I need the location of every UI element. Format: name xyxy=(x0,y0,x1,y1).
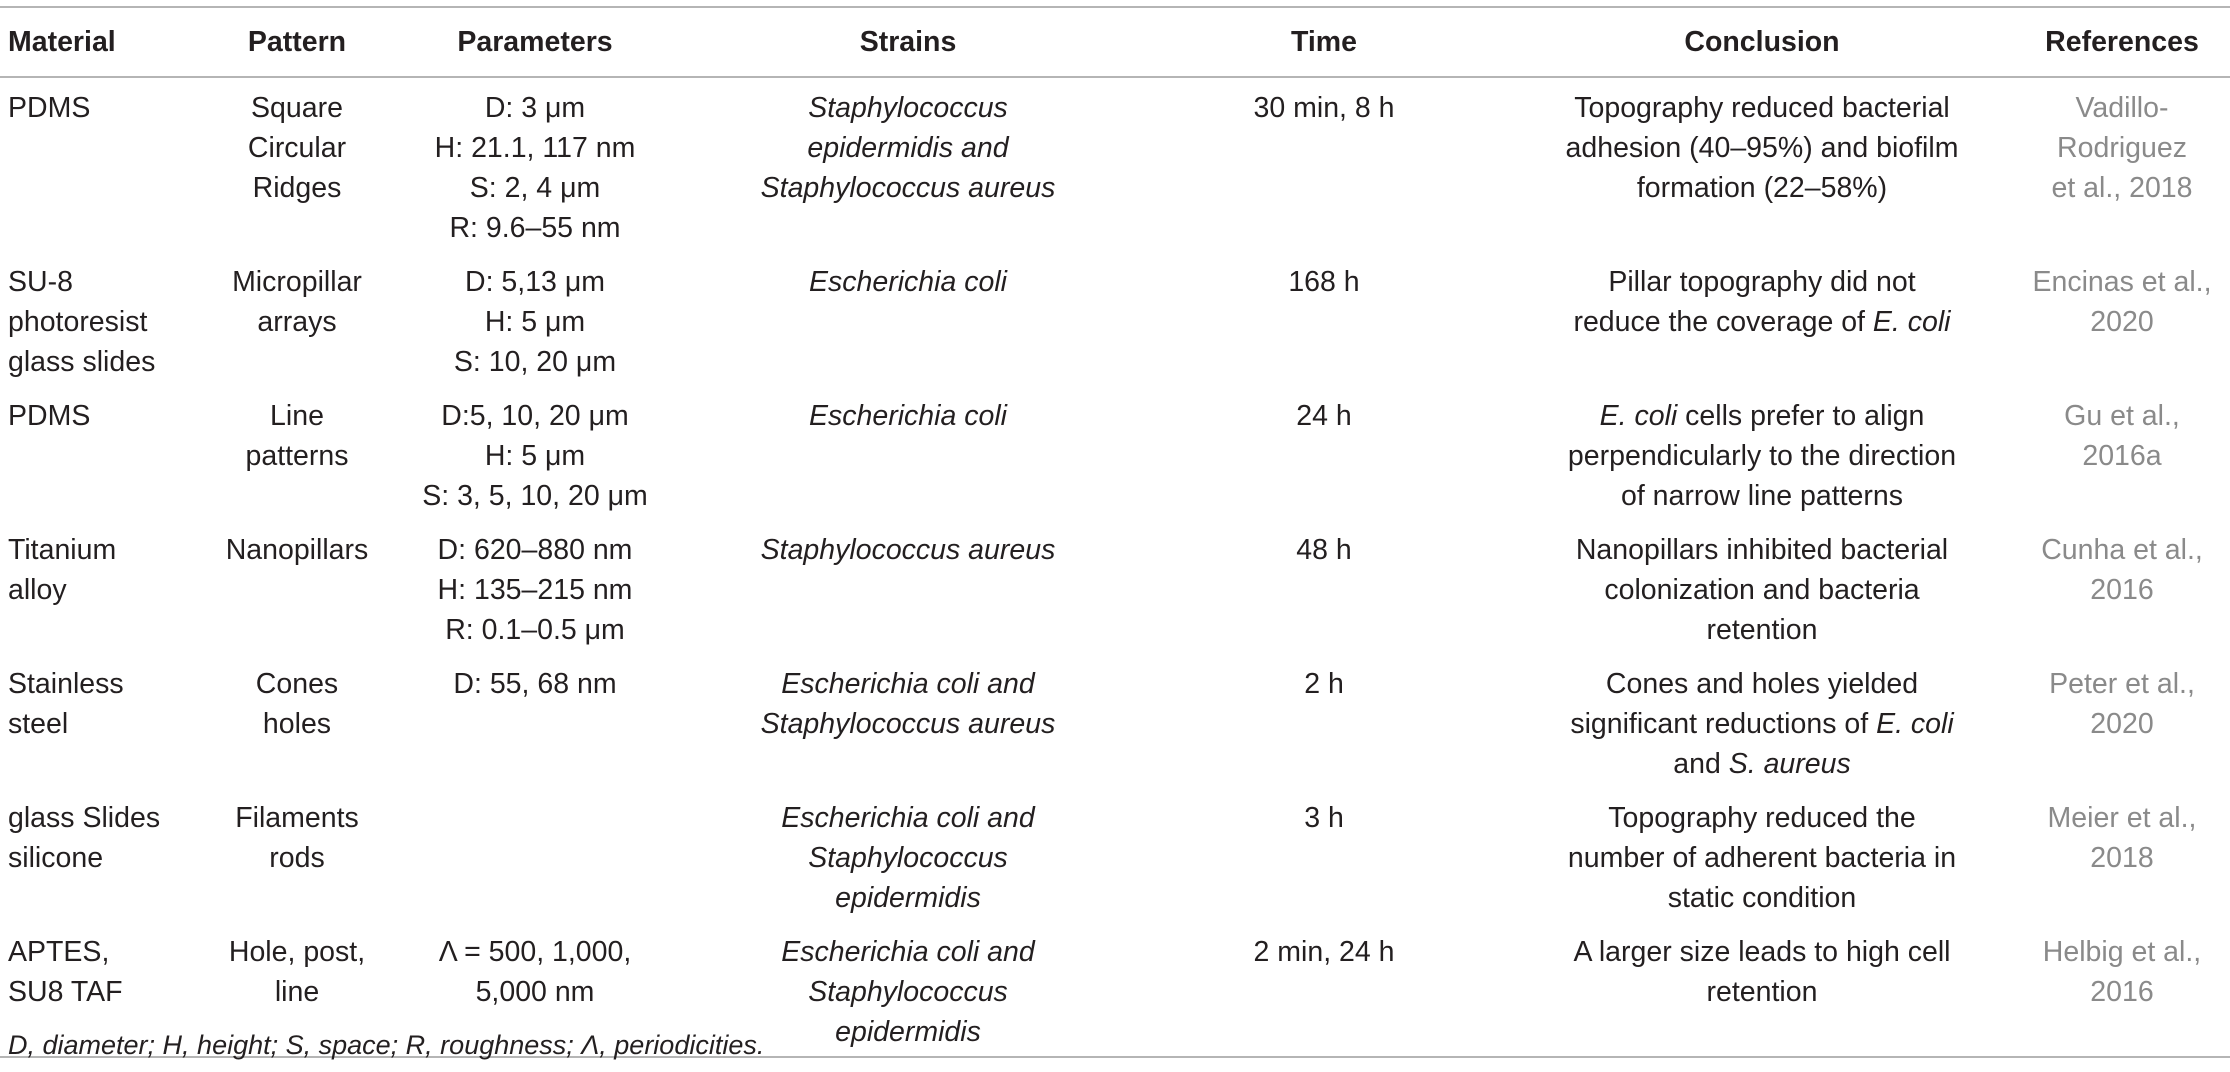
cell-material xyxy=(0,386,202,520)
conclusion-segment: formation (22–58%) xyxy=(1636,172,1888,204)
cell-time xyxy=(1138,654,1510,788)
cell-strains-line: epidermidis xyxy=(835,882,981,914)
cell-conclusion-line xyxy=(1518,932,2006,972)
cell-conclusion-line xyxy=(1518,436,2006,476)
cell-time xyxy=(1138,77,1510,252)
cell-parameters xyxy=(392,788,678,922)
cell-parameters-line: S: 2, 4 μm xyxy=(469,172,601,204)
cell-pattern-line: Micropillar xyxy=(232,266,362,298)
cell-references-line: 2020 xyxy=(2090,708,2154,740)
cell-pattern xyxy=(202,77,392,252)
cell-material-line: Stainless xyxy=(8,668,124,700)
cell-strains-line: epidermidis xyxy=(835,1016,981,1048)
conclusion-segment: retention xyxy=(1706,614,1818,646)
cell-references[interactable] xyxy=(2014,788,2230,922)
cell-strains xyxy=(678,77,1138,252)
cell-parameters xyxy=(392,654,678,788)
cell-strains-line: epidermidis and xyxy=(807,132,1009,164)
cell-pattern-line: Square xyxy=(251,92,343,124)
cell-conclusion-line xyxy=(1518,168,2006,208)
cell-strains xyxy=(678,654,1138,788)
cell-time-line: 24 h xyxy=(1296,400,1352,432)
cell-pattern-line: patterns xyxy=(245,440,349,472)
cell-parameters-line: R: 0.1–0.5 μm xyxy=(445,614,625,646)
cell-parameters-line: 5,000 nm xyxy=(475,976,595,1008)
conclusion-segment: number of adherent bacteria in xyxy=(1567,842,1957,874)
cell-pattern-line: holes xyxy=(262,708,332,740)
cell-strains xyxy=(678,252,1138,386)
cell-pattern xyxy=(202,654,392,788)
cell-time xyxy=(1138,386,1510,520)
conclusion-segment: adhesion (40–95%) and biofilm xyxy=(1565,132,1959,164)
cell-parameters xyxy=(392,77,678,252)
cell-parameters-line: R: 9.6–55 nm xyxy=(449,212,621,244)
cell-strains-line: Staphylococcus xyxy=(808,976,1008,1008)
cell-pattern-line: Line xyxy=(270,400,324,432)
cell-conclusion-line xyxy=(1518,128,2006,168)
cell-parameters xyxy=(392,386,678,520)
cell-material-line: APTES, xyxy=(8,936,110,968)
cell-references-line: 2020 xyxy=(2090,306,2154,338)
cell-references-line: 2018 xyxy=(2090,842,2154,874)
conclusion-segment: retention xyxy=(1706,976,1818,1008)
cell-time xyxy=(1138,252,1510,386)
cell-conclusion-line xyxy=(1518,88,2006,128)
conclusion-segment: Nanopillars inhibited bacterial xyxy=(1575,534,1949,566)
cell-conclusion-line xyxy=(1518,704,2006,744)
cell-strains xyxy=(678,788,1138,922)
cell-references-line: Meier et al., xyxy=(2047,802,2197,834)
cell-material-line: glass Slides xyxy=(8,802,161,834)
cell-time-line: 2 min, 24 h xyxy=(1253,936,1395,968)
conclusion-segment: reduce the coverage of xyxy=(1573,306,1873,338)
table-row xyxy=(0,788,2230,922)
conclusion-segment: S. aureus xyxy=(1728,748,1851,780)
cell-conclusion xyxy=(1510,922,2014,1057)
cell-material-line: photoresist xyxy=(8,306,148,338)
cell-pattern-line: Hole, post, xyxy=(228,936,366,968)
cell-material-line: glass slides xyxy=(8,346,156,378)
cell-parameters-line: D: 3 μm xyxy=(484,92,586,124)
cell-pattern xyxy=(202,520,392,654)
cell-material xyxy=(0,654,202,788)
cell-pattern-line: rods xyxy=(269,842,325,874)
cell-strains-line: Escherichia coli and xyxy=(781,802,1035,834)
cell-time-line: 30 min, 8 h xyxy=(1253,92,1395,124)
table-row xyxy=(0,252,2230,386)
cell-pattern-line: Cones xyxy=(255,668,339,700)
cell-references-line: Vadillo- xyxy=(2075,92,2169,124)
cell-references[interactable] xyxy=(2014,520,2230,654)
cell-material xyxy=(0,520,202,654)
cell-references[interactable] xyxy=(2014,654,2230,788)
cell-strains-line: Staphylococcus aureus xyxy=(760,534,1056,566)
table-row xyxy=(0,654,2230,788)
cell-conclusion-line xyxy=(1518,476,2006,516)
cell-time xyxy=(1138,788,1510,922)
cell-material-line: PDMS xyxy=(8,400,91,432)
cell-conclusion-line xyxy=(1518,302,2006,342)
cell-conclusion xyxy=(1510,654,2014,788)
cell-parameters-line: S: 3, 5, 10, 20 μm xyxy=(422,480,648,512)
cell-pattern-line: Circular xyxy=(247,132,347,164)
cell-strains-line: Escherichia coli and xyxy=(781,668,1035,700)
cell-material xyxy=(0,252,202,386)
cell-conclusion-line xyxy=(1518,798,2006,838)
cell-conclusion-line xyxy=(1518,878,2006,918)
cell-references-line: Rodriguez xyxy=(2057,132,2187,164)
cell-time-line: 168 h xyxy=(1288,266,1360,298)
cell-pattern-line: Ridges xyxy=(252,172,342,204)
cell-conclusion-line xyxy=(1518,530,2006,570)
cell-references-line: et al., 2018 xyxy=(2051,172,2193,204)
conclusion-segment: perpendicularly to the direction xyxy=(1567,440,1957,472)
cell-conclusion-line xyxy=(1518,972,2006,1012)
cell-parameters-line: D:5, 10, 20 μm xyxy=(441,400,629,432)
conclusion-segment: of narrow line patterns xyxy=(1621,480,1903,512)
cell-references-line: Gu et al., xyxy=(2064,400,2180,432)
cell-time xyxy=(1138,520,1510,654)
cell-material xyxy=(0,788,202,922)
conclusion-segment: E. coli xyxy=(1876,708,1954,740)
cell-conclusion-line xyxy=(1518,610,2006,650)
cell-parameters-line: H: 5 μm xyxy=(484,440,586,472)
header-row xyxy=(0,7,2230,77)
conclusion-segment: Cones and holes yielded xyxy=(1605,668,1919,700)
cell-parameters-line: H: 5 μm xyxy=(484,306,586,338)
cell-conclusion xyxy=(1510,520,2014,654)
cell-strains-line: Staphylococcus aureus xyxy=(760,172,1056,204)
cell-time-line: 2 h xyxy=(1304,668,1344,700)
table-row xyxy=(0,520,2230,654)
cell-strains-line: Staphylococcus aureus xyxy=(760,708,1056,740)
table-body xyxy=(0,77,2230,1057)
table-row xyxy=(0,386,2230,520)
cell-parameters-line: D: 5,13 μm xyxy=(465,266,605,298)
cell-strains-line: Escherichia coli and xyxy=(781,936,1035,968)
cell-pattern-line: Nanopillars xyxy=(225,534,369,566)
cell-conclusion-line xyxy=(1518,838,2006,878)
cell-material-line: SU8 TAF xyxy=(8,976,123,1008)
cell-conclusion xyxy=(1510,386,2014,520)
cell-parameters-line: H: 21.1, 117 nm xyxy=(434,132,636,164)
conclusion-segment: Topography reduced the xyxy=(1608,802,1916,834)
cell-pattern xyxy=(202,788,392,922)
cell-conclusion-line xyxy=(1518,664,2006,704)
header-conclusion: Conclusion xyxy=(1684,26,1840,58)
cell-conclusion-line xyxy=(1518,396,2006,436)
conclusion-segment: Pillar topography did not xyxy=(1608,266,1916,298)
cell-references-line: Helbig et al., xyxy=(2042,936,2202,968)
conclusion-segment: A larger size leads to high cell xyxy=(1573,936,1951,968)
cell-strains xyxy=(678,520,1138,654)
cell-strains-line: Escherichia coli xyxy=(809,400,1007,432)
cell-parameters xyxy=(392,520,678,654)
header-references: References xyxy=(2045,26,2199,58)
table-header xyxy=(0,7,2230,77)
conclusion-segment: static condition xyxy=(1667,882,1857,914)
header-pattern: Pattern xyxy=(247,26,347,58)
cell-references-line: Cunha et al., xyxy=(2041,534,2203,566)
cell-parameters-line: S: 10, 20 μm xyxy=(453,346,617,378)
cell-material-line: steel xyxy=(8,708,69,740)
cell-strains-line: Staphylococcus xyxy=(808,842,1008,874)
conclusion-segment: colonization and bacteria xyxy=(1604,574,1920,606)
cell-references[interactable] xyxy=(2014,386,2230,520)
cell-references-line: 2016 xyxy=(2090,574,2154,606)
cell-pattern xyxy=(202,252,392,386)
data-table xyxy=(0,6,2230,1058)
cell-material xyxy=(0,77,202,252)
cell-conclusion xyxy=(1510,788,2014,922)
header-parameters: Parameters xyxy=(457,26,613,58)
cell-references[interactable] xyxy=(2014,922,2230,1057)
conclusion-segment: cells prefer to align xyxy=(1677,400,1925,432)
cell-parameters-line: D: 620–880 nm xyxy=(437,534,633,566)
cell-material-line: alloy xyxy=(8,574,67,606)
cell-material-line: silicone xyxy=(8,842,104,874)
header-material: Material xyxy=(8,26,116,58)
conclusion-segment: and xyxy=(1673,748,1729,780)
cell-material-line: PDMS xyxy=(8,92,91,124)
cell-conclusion-line xyxy=(1518,744,2006,784)
cell-references-line: Peter et al., xyxy=(2049,668,2195,700)
cell-conclusion xyxy=(1510,77,2014,252)
cell-pattern-line: line xyxy=(274,976,320,1008)
cell-references[interactable] xyxy=(2014,252,2230,386)
cell-time-line: 3 h xyxy=(1304,802,1344,834)
cell-references-line: Encinas et al., xyxy=(2032,266,2212,298)
conclusion-segment: E. coli xyxy=(1872,306,1951,338)
cell-strains-line: Escherichia coli xyxy=(809,266,1007,298)
table-footnote: D, diameter; H, height; S, space; R, roughness; Λ, periodicities. xyxy=(8,1030,765,1060)
cell-conclusion-line xyxy=(1518,262,2006,302)
cell-time xyxy=(1138,922,1510,1057)
cell-material-line: Titanium xyxy=(8,534,117,566)
cell-parameters xyxy=(392,252,678,386)
cell-parameters-line: H: 135–215 nm xyxy=(437,574,633,606)
table-row xyxy=(0,77,2230,252)
cell-references-line: 2016a xyxy=(2082,440,2162,472)
cell-conclusion xyxy=(1510,252,2014,386)
conclusion-segment: Topography reduced bacterial xyxy=(1574,92,1950,124)
conclusion-segment: significant reductions of xyxy=(1570,708,1877,740)
cell-strains xyxy=(678,386,1138,520)
header-strains: Strains xyxy=(859,26,957,58)
cell-pattern-line: arrays xyxy=(257,306,337,338)
cell-parameters-line: D: 55, 68 nm xyxy=(453,668,617,700)
cell-material-line: SU-8 xyxy=(8,266,73,298)
cell-pattern-line: Filaments xyxy=(235,802,359,834)
cell-conclusion-line xyxy=(1518,570,2006,610)
header-time: Time xyxy=(1290,26,1357,58)
cell-pattern xyxy=(202,386,392,520)
cell-parameters-line: Λ = 500, 1,000, xyxy=(438,936,632,968)
cell-strains-line: Staphylococcus xyxy=(808,92,1008,124)
conclusion-segment: E. coli xyxy=(1599,400,1678,432)
cell-time-line: 48 h xyxy=(1296,534,1352,566)
cell-references[interactable] xyxy=(2014,77,2230,252)
cell-references-line: 2016 xyxy=(2090,976,2154,1008)
